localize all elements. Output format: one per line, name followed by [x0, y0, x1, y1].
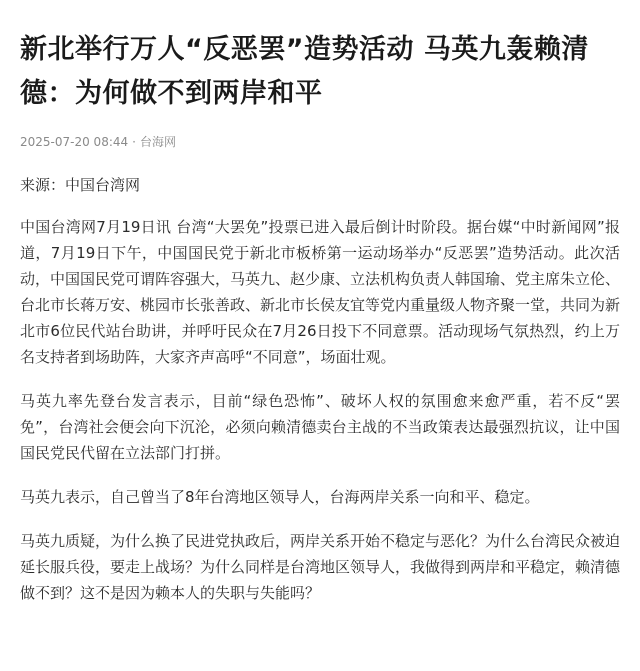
article-paragraph-2: 马英九率先登台发言表示，目前“绿色恐怖”、破坏人权的氛围愈来愈严重，若不反“罢免”，台湾社会便会向下沉沦，必须向赖清德卖台主战的不当政策表达最强烈抗议，让中国国民党民代留在立法部门打拼。 [20, 392, 620, 462]
publisher-name[interactable]: 台海网 [139, 135, 176, 149]
meta-separator: · [132, 135, 136, 149]
article-paragraph-3: 马英九表示，自己曾当了8年台湾地区领导人，台海两岸关系一向和平、稳定。 [20, 488, 540, 506]
article-source: 来源：中国台湾网 [20, 176, 141, 194]
article-meta [20, 134, 620, 150]
publish-datetime: 2025-07-20 08:44 [20, 135, 129, 149]
article-title: 新北举行万人“反恶罢”造势活动 马英九轰赖清德：为何做不到两岸和平 [20, 34, 589, 109]
article-paragraph-4: 马英九质疑，为什么换了民进党执政后，两岸关系开始不稳定与恶化？为什么台湾民众被迫延长服兵役，要走上战场？为什么同样是台湾地区领导人，我做得到两岸和平稳定，赖清德做不到？这不是因为赖本人的失职与失能吗？ [20, 532, 621, 602]
article-body [20, 172, 620, 606]
article-paragraph-1: 中国台湾网7月19日讯 台湾“大罢免”投票已进入最后倒计时阶段。据台媒“中时新闻网”报道，7月19日下午，中国国民党于新北市板桥第一运动场举办“反恶罢”造势活动。此次活动，中国国民党可谓阵容强大，马英九、赵少康、立法机构负责人韩国瑜、党主席朱立伦、台北市长蒋万安、桃园市长张善政、新北市长侯友宜等党内重量级人物齐聚一堂，共同为新北市6位民代站台助讲，并呼吁民众在7月26日投下不同意票。活动现场气氛热烈，约上万名支持者到场助阵，大家齐声高呼“不同意”，场面壮观。 [20, 218, 621, 366]
